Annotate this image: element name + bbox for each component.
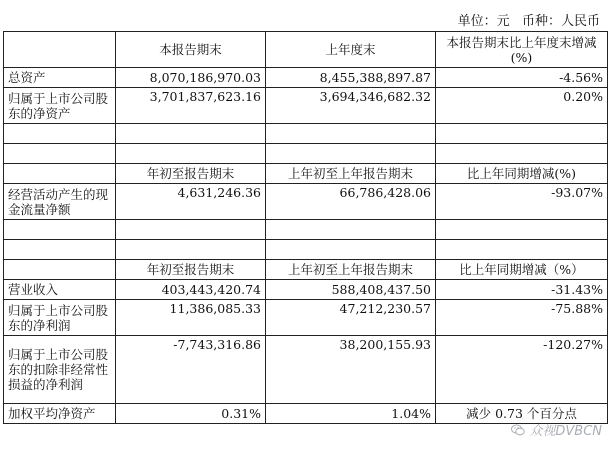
table-row	[4, 184, 608, 220]
table-row	[4, 280, 608, 300]
value-prior: 47,212,230.57	[266, 300, 436, 336]
value-current: 3,701,837,623.16	[116, 88, 266, 124]
table-row	[4, 88, 608, 124]
value-prior: 38,200,155.93	[266, 336, 436, 404]
table-row	[4, 336, 608, 404]
table-row	[4, 68, 608, 88]
value-change: 减少 0.73 个百分点	[436, 404, 608, 424]
value-current: 0.31%	[116, 404, 266, 424]
value-current: -7,743,316.86	[116, 336, 266, 404]
row-label-total-assets: 总资产	[4, 68, 116, 88]
value-prior: 8,455,388,897.87	[266, 68, 436, 88]
value-prior: 66,786,428.06	[266, 184, 436, 220]
value-change: 0.20%	[436, 88, 608, 124]
unit-currency-line: 单位：元 币种：人民币	[457, 14, 600, 29]
value-current: 11,386,085.33	[116, 300, 266, 336]
value-change: -31.43%	[436, 280, 608, 300]
col-header-yoy-change: 比上年同期增减（%）	[436, 260, 608, 280]
empty-row	[4, 144, 608, 164]
header-blank-cell	[4, 32, 116, 68]
header-blank-cell	[4, 260, 116, 280]
row-label-net-profit-excl-nonrecurring: 归属于上市公司股东的扣除非经常性损益的净利润	[4, 336, 116, 404]
value-change: -75.88%	[436, 300, 608, 336]
section3-header-row	[4, 260, 608, 280]
row-label-revenue: 营业收入	[4, 280, 116, 300]
empty-row	[4, 220, 608, 240]
col-header-change-pct: 本报告期末比上年度末增减(%)	[436, 32, 608, 68]
row-label-weighted-roe: 加权平均净资产	[4, 404, 116, 424]
section1-header-row	[4, 32, 608, 68]
value-change: -93.07%	[436, 184, 608, 220]
row-label-net-assets: 归属于上市公司股东的净资产	[4, 88, 116, 124]
value-current: 8,070,186,970.03	[116, 68, 266, 88]
col-header-ytd: 年初至报告期末	[116, 260, 266, 280]
col-header-prior-year-end: 上年度末	[266, 32, 436, 68]
row-label-net-profit: 归属于上市公司股东的净利润	[4, 300, 116, 336]
table-row	[4, 300, 608, 336]
col-header-ytd: 年初至报告期末	[116, 164, 266, 184]
col-header-prior-ytd: 上年初至上年报告期末	[266, 260, 436, 280]
wechat-icon	[511, 424, 525, 436]
value-current: 4,631,246.36	[116, 184, 266, 220]
watermark-text: 众视DVBCN	[529, 424, 602, 439]
section2-header-row	[4, 164, 608, 184]
value-current: 403,443,420.74	[116, 280, 266, 300]
header-blank-cell	[4, 164, 116, 184]
col-header-current-period-end: 本报告期末	[116, 32, 266, 68]
row-label-operating-cash-flow: 经营活动产生的现金流量净额	[4, 184, 116, 220]
value-change: -120.27%	[436, 336, 608, 404]
value-prior: 3,694,346,682.32	[266, 88, 436, 124]
watermark	[511, 420, 602, 439]
col-header-yoy-change: 比上年同期增减(%)	[436, 164, 608, 184]
value-prior: 588,408,437.50	[266, 280, 436, 300]
value-prior: 1.04%	[266, 404, 436, 424]
value-change: -4.56%	[436, 68, 608, 88]
col-header-prior-ytd: 上年初至上年报告期末	[266, 164, 436, 184]
empty-row	[4, 124, 608, 144]
empty-row	[4, 240, 608, 260]
financial-data-table	[3, 31, 608, 424]
